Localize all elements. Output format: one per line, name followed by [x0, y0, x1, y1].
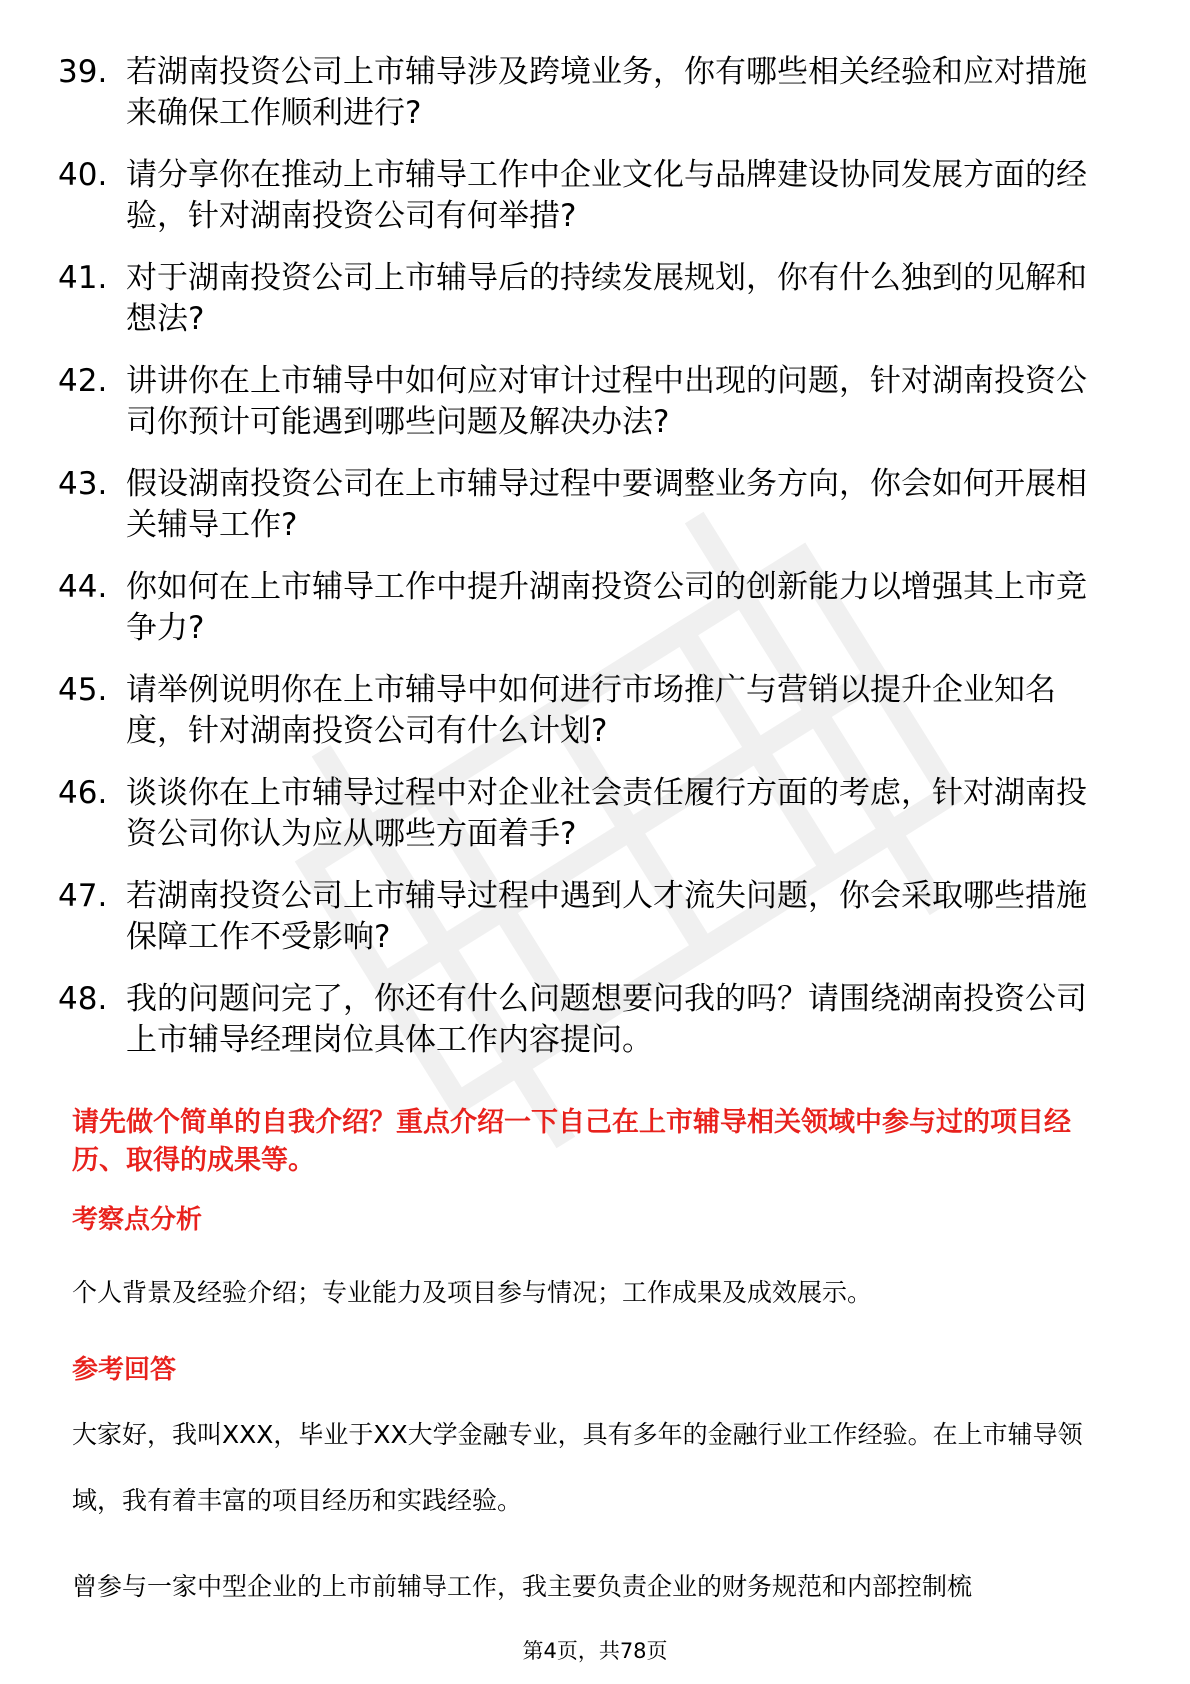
question-number: 40. [58, 157, 108, 193]
answer-paragraph: 大家好，我叫XXX，毕业于XX大学金融专业，具有多年的金融行业工作经验。在上市辅导领域，我有着丰富的项目经历和实践经验。 [72, 1420, 1083, 1515]
question-text: 对于湖南投资公司上市辅导后的持续发展规划，你有什么独到的见解和想法? [126, 260, 1087, 337]
question-number: 43. [58, 466, 108, 502]
question-text: 假设湖南投资公司在上市辅导过程中要调整业务方向，你会如何开展相关辅导工作? [126, 466, 1087, 543]
question-number: 42. [58, 363, 108, 399]
answer-paragraph: 曾参与一家中型企业的上市前辅导工作，我主要负责企业的财务规范和内部控制梳 [72, 1572, 973, 1601]
analysis-text: 个人背景及经验介绍；专业能力及项目参与情况；工作成果及成效展示。 [72, 1278, 873, 1307]
question-number: 48. [58, 981, 108, 1017]
question-text: 谈谈你在上市辅导过程中对企业社会责任履行方面的考虑，针对湖南投资公司你认为应从哪些方面着手? [126, 775, 1087, 852]
analysis-heading: 考察点分析 [72, 1205, 203, 1235]
list-item [58, 567, 1118, 670]
question-number: 47. [58, 878, 108, 914]
question-number: 44. [58, 569, 108, 605]
list-item [58, 979, 1118, 1082]
page-footer: 第4页，共78页 [522, 1639, 668, 1663]
list-item [58, 670, 1118, 773]
question-text: 若湖南投资公司上市辅导涉及跨境业务，你有哪些相关经验和应对措施来确保工作顺利进行? [126, 54, 1087, 131]
list-item [58, 464, 1118, 567]
interview-prompt: 请先做个简单的自我介绍？重点介绍一下自己在上市辅导相关领域中参与过的项目经历、取得的成果等。 [72, 1107, 1071, 1176]
list-item [58, 52, 1118, 155]
question-text: 若湖南投资公司上市辅导过程中遇到人才流失问题，你会采取哪些措施保障工作不受影响? [126, 878, 1087, 955]
question-number: 45. [58, 672, 108, 708]
question-number: 46. [58, 775, 108, 811]
answer-heading: 参考回答 [72, 1355, 177, 1385]
question-number: 39. [58, 54, 108, 90]
list-item [58, 876, 1118, 979]
list-item [58, 155, 1118, 258]
question-list [58, 52, 1118, 1082]
question-text: 你如何在上市辅导工作中提升湖南投资公司的创新能力以增强其上市竞争力? [126, 569, 1087, 646]
question-text: 讲讲你在上市辅导中如何应对审计过程中出现的问题，针对湖南投资公司你预计可能遇到哪些问题及解决办法? [126, 363, 1087, 440]
list-item [58, 258, 1118, 361]
question-text: 请分享你在推动上市辅导工作中企业文化与品牌建设协同发展方面的经验，针对湖南投资公司有何举措? [126, 157, 1087, 234]
question-number: 41. [58, 260, 108, 296]
question-text: 请举例说明你在上市辅导中如何进行市场推广与营销以提升企业知名度，针对湖南投资公司有什么计划? [126, 672, 1056, 749]
question-text: 我的问题问完了，你还有什么问题想要问我的吗？请围绕湖南投资公司上市辅导经理岗位具体工作内容提问。 [126, 981, 1087, 1058]
list-item [58, 773, 1118, 876]
list-item [58, 361, 1118, 464]
